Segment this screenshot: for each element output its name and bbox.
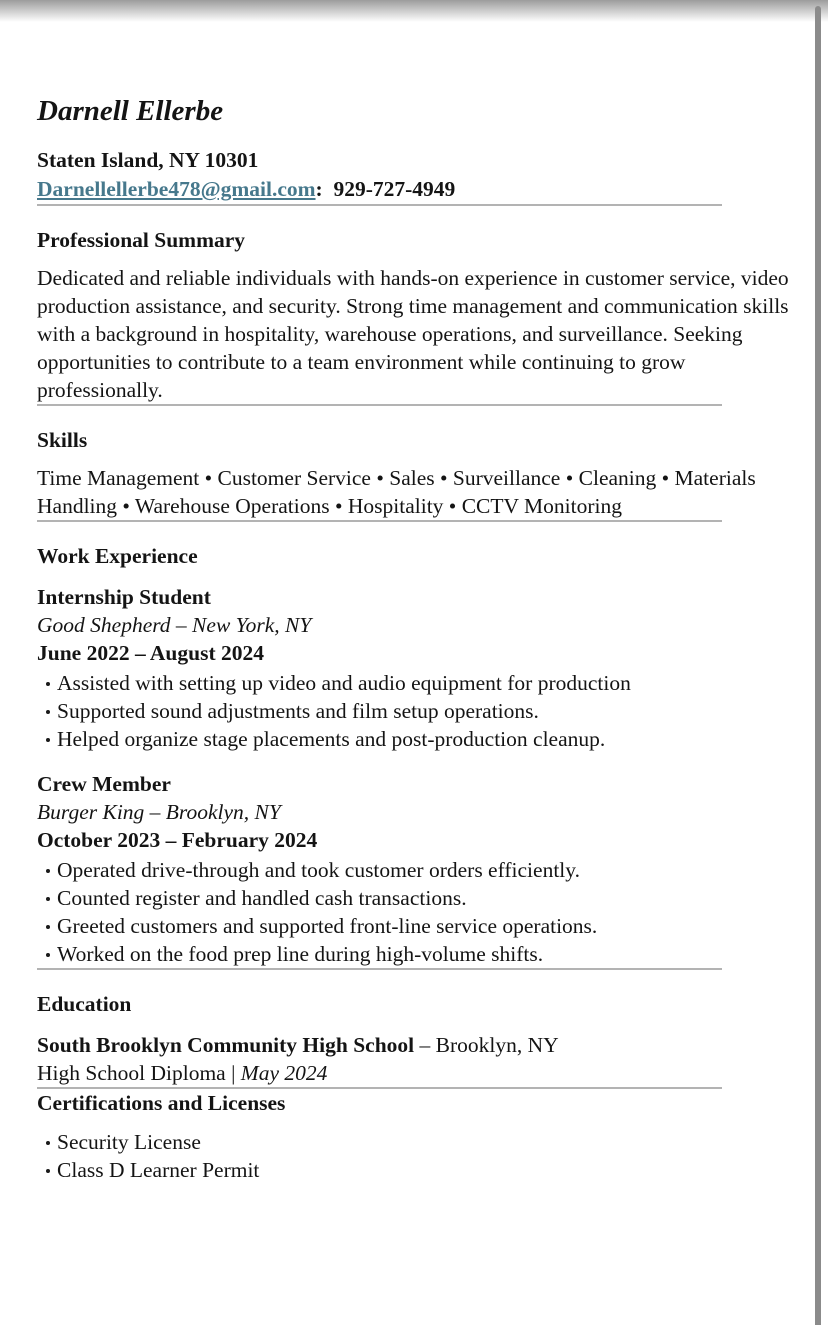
experience-heading: Work Experience [37,544,198,568]
contact-line [37,175,815,204]
certifications-heading: Certifications and Licenses [37,1091,286,1115]
certification-item: Security License [57,1128,815,1156]
job-bullet-list [37,856,815,968]
job-entry-crew-member [37,770,815,968]
job-dates: October 2023 – February 2024 [37,828,318,852]
summary-paragraph: Dedicated and reliable individuals with hands-on experience in customer service, video production assistance, and security. Strong time management and communication skills with a background in hospitality, warehouse operations, and surveillance. Seeking opportunities to contribute to a team environment while continuing to grow professionally. [37,266,789,402]
education-school-line [37,1031,815,1059]
job-title: Internship Student [37,585,211,609]
skills-list: Time Management • Customer Service • Sales • Surveillance • Cleaning • Materials Handling • Warehouse Operations • Hospitality • CCTV Monitoring [37,466,756,518]
job-company: Burger King – Brooklyn, NY [37,800,281,824]
education-degree-date: May 2024 [240,1061,328,1085]
job-bullet: Counted register and handled cash transactions. [57,884,815,912]
contact-block [37,146,815,204]
job-bullet: Greeted customers and supported front-line service operations. [57,912,815,940]
education-school: South Brooklyn Community High School [37,1033,415,1057]
divider-after-education [37,1087,722,1089]
education-degree: High School Diploma | [37,1061,241,1085]
job-bullet: Helped organize stage placements and post-production cleanup. [57,725,815,753]
job-entry-internship [37,583,815,753]
job-bullet: Operated drive-through and took customer orders efficiently. [57,856,815,884]
phone-number: : 929-727-4949 [315,177,456,201]
job-company: Good Shepherd – New York, NY [37,613,312,637]
certifications-list [37,1128,815,1184]
education-entry [37,1031,815,1087]
divider-after-contact [37,204,722,206]
summary-heading: Professional Summary [37,228,246,252]
divider-after-summary [37,404,722,406]
resume-name: Darnell Ellerbe [37,95,224,127]
education-school-location: – Brooklyn, NY [414,1033,559,1057]
skills-heading: Skills [37,428,88,452]
job-title: Crew Member [37,772,171,796]
certification-item: Class D Learner Permit [57,1156,815,1184]
job-bullet: Supported sound adjustments and film setup operations. [57,697,815,725]
education-degree-line [37,1059,815,1087]
email-link[interactable]: Darnellellerbe478@gmail.com [37,177,316,201]
job-bullet-list [37,669,815,753]
job-bullet: Worked on the food prep line during high-volume shifts. [57,940,815,968]
vertical-scrollbar[interactable] [815,6,821,1325]
divider-after-skills [37,520,722,522]
contact-location: Staten Island, NY 10301 [37,148,259,172]
job-bullet: Assisted with setting up video and audio equipment for production [57,669,815,697]
job-dates: June 2022 – August 2024 [37,641,264,665]
education-heading: Education [37,992,132,1016]
divider-after-experience [37,968,722,970]
